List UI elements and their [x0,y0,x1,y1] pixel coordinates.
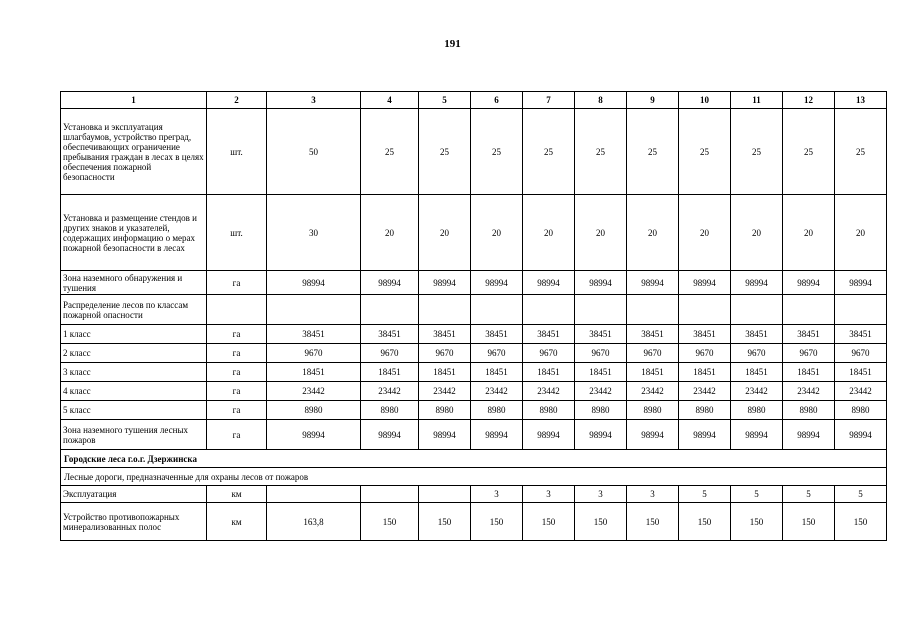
value-cell: 8980 [783,401,835,420]
value-cell [419,486,471,503]
section-heading: Городские леса г.о.г. Дзержинска [61,450,887,468]
table-row [61,271,887,295]
value-cell: 8980 [627,401,679,420]
table-row [61,382,887,401]
value-cell: 98994 [471,420,523,450]
row-label: Установка и эксплуатация шлагбаумов, устройство преград, обеспечивающих ограничение пребывания граждан в лесах в целях обеспечения пожарной безопасности [61,109,207,195]
row-label: 5 класс [61,401,207,420]
value-cell: 98994 [627,420,679,450]
value-cell: 25 [627,109,679,195]
unit-cell: га [207,271,267,295]
column-header: 1 [61,92,207,109]
value-cell: 9670 [731,344,783,363]
value-cell: 20 [471,195,523,271]
column-header: 3 [267,92,361,109]
value-cell: 150 [835,503,887,541]
value-cell: 98994 [419,271,471,295]
column-header: 4 [361,92,419,109]
value-cell: 23442 [835,382,887,401]
value-cell: 38451 [783,325,835,344]
column-header: 8 [575,92,627,109]
value-cell: 5 [679,486,731,503]
unit-cell: га [207,363,267,382]
value-cell: 25 [361,109,419,195]
column-header: 5 [419,92,471,109]
value-cell: 98994 [575,420,627,450]
row-label: Распределение лесов по классам пожарной опасности [61,295,207,325]
table-row [61,325,887,344]
value-cell [783,295,835,325]
value-cell [361,295,419,325]
value-cell: 150 [731,503,783,541]
unit-cell: шт. [207,195,267,271]
value-cell: 18451 [523,363,575,382]
value-cell [267,486,361,503]
column-header: 9 [627,92,679,109]
value-cell: 23442 [783,382,835,401]
column-header: 11 [731,92,783,109]
section-heading-row [61,450,887,468]
value-cell: 23442 [679,382,731,401]
value-cell: 18451 [575,363,627,382]
value-cell [523,295,575,325]
value-cell: 23442 [361,382,419,401]
value-cell: 20 [731,195,783,271]
value-cell [731,295,783,325]
value-cell: 38451 [471,325,523,344]
table-row [61,295,887,325]
value-cell: 38451 [575,325,627,344]
value-cell: 98994 [419,420,471,450]
value-cell: 25 [523,109,575,195]
row-label: 4 класс [61,382,207,401]
value-cell: 150 [419,503,471,541]
value-cell: 20 [679,195,731,271]
table-row [61,363,887,382]
value-cell: 38451 [267,325,361,344]
value-cell [471,295,523,325]
value-cell: 8980 [267,401,361,420]
subsection-label: Лесные дороги, предназначенные для охраны лесов от пожаров [61,468,887,486]
table-row [61,420,887,450]
unit-cell: шт. [207,109,267,195]
value-cell: 98994 [361,420,419,450]
value-cell: 98994 [267,271,361,295]
row-label: Установка и размещение стендов и других знаков и указателей, содержащих информацию о мерах пожарной безопасности в лесах [61,195,207,271]
value-cell [679,295,731,325]
value-cell: 150 [783,503,835,541]
column-header: 7 [523,92,575,109]
value-cell: 9670 [783,344,835,363]
value-cell: 98994 [679,420,731,450]
table-row [61,486,887,503]
value-cell: 98994 [731,271,783,295]
value-cell: 150 [523,503,575,541]
value-cell: 8980 [679,401,731,420]
value-cell: 98994 [471,271,523,295]
value-cell: 38451 [523,325,575,344]
value-cell [419,295,471,325]
value-cell: 98994 [731,420,783,450]
row-label: 2 класс [61,344,207,363]
value-cell: 20 [575,195,627,271]
value-cell: 18451 [679,363,731,382]
unit-cell: км [207,486,267,503]
value-cell: 150 [627,503,679,541]
value-cell: 8980 [575,401,627,420]
row-label: Устройство противопожарных минерализованных полос [61,503,207,541]
value-cell: 9670 [679,344,731,363]
value-cell: 30 [267,195,361,271]
unit-cell: га [207,344,267,363]
value-cell: 38451 [627,325,679,344]
value-cell: 9670 [835,344,887,363]
value-cell: 98994 [783,420,835,450]
value-cell: 5 [731,486,783,503]
value-cell: 150 [471,503,523,541]
value-cell: 98994 [835,271,887,295]
value-cell: 20 [523,195,575,271]
value-cell [835,295,887,325]
value-cell: 23442 [627,382,679,401]
value-cell: 25 [575,109,627,195]
table-row [61,195,887,271]
value-cell: 8980 [835,401,887,420]
subsection-row [61,468,887,486]
value-cell: 25 [679,109,731,195]
column-header: 13 [835,92,887,109]
value-cell: 23442 [471,382,523,401]
value-cell: 9670 [523,344,575,363]
value-cell: 98994 [267,420,361,450]
value-cell: 9670 [267,344,361,363]
value-cell [267,295,361,325]
value-cell: 3 [575,486,627,503]
fire-safety-table [60,91,887,541]
value-cell: 18451 [419,363,471,382]
unit-cell: га [207,401,267,420]
value-cell: 8980 [731,401,783,420]
value-cell: 98994 [783,271,835,295]
value-cell: 20 [361,195,419,271]
column-header: 12 [783,92,835,109]
value-cell: 23442 [523,382,575,401]
value-cell: 38451 [731,325,783,344]
value-cell [361,486,419,503]
row-label: 3 класс [61,363,207,382]
value-cell [627,295,679,325]
value-cell: 9670 [471,344,523,363]
value-cell: 38451 [419,325,471,344]
value-cell: 9670 [419,344,471,363]
value-cell: 23442 [267,382,361,401]
value-cell: 18451 [267,363,361,382]
value-cell: 25 [835,109,887,195]
value-cell: 98994 [523,271,575,295]
value-cell: 98994 [835,420,887,450]
value-cell: 20 [419,195,471,271]
value-cell: 38451 [361,325,419,344]
value-cell: 8980 [523,401,575,420]
table-row [61,401,887,420]
row-label: 1 класс [61,325,207,344]
value-cell: 25 [731,109,783,195]
value-cell: 150 [361,503,419,541]
value-cell: 25 [419,109,471,195]
row-label: Зона наземного тушения лесных пожаров [61,420,207,450]
value-cell: 25 [783,109,835,195]
unit-cell: га [207,420,267,450]
value-cell: 98994 [361,271,419,295]
value-cell: 18451 [627,363,679,382]
value-cell: 9670 [361,344,419,363]
unit-cell: км [207,503,267,541]
unit-cell [207,295,267,325]
value-cell: 38451 [835,325,887,344]
row-label: Эксплуатация [61,486,207,503]
value-cell: 9670 [575,344,627,363]
value-cell: 8980 [419,401,471,420]
table-header-row [61,92,887,109]
value-cell: 163,8 [267,503,361,541]
row-label: Зона наземного обнаружения и тушения [61,271,207,295]
value-cell: 18451 [471,363,523,382]
value-cell: 8980 [361,401,419,420]
page-number: 191 [444,38,461,50]
value-cell: 18451 [783,363,835,382]
value-cell: 25 [471,109,523,195]
value-cell: 3 [523,486,575,503]
value-cell: 20 [783,195,835,271]
column-header: 10 [679,92,731,109]
value-cell: 23442 [575,382,627,401]
value-cell: 23442 [731,382,783,401]
value-cell: 98994 [627,271,679,295]
column-header: 6 [471,92,523,109]
unit-cell: га [207,325,267,344]
value-cell: 20 [835,195,887,271]
value-cell: 150 [575,503,627,541]
value-cell: 150 [679,503,731,541]
value-cell: 3 [627,486,679,503]
value-cell: 18451 [361,363,419,382]
value-cell: 8980 [471,401,523,420]
value-cell [575,295,627,325]
table-row [61,344,887,363]
value-cell: 98994 [575,271,627,295]
value-cell: 98994 [523,420,575,450]
value-cell: 50 [267,109,361,195]
value-cell: 18451 [835,363,887,382]
value-cell: 3 [471,486,523,503]
table-row [61,503,887,541]
value-cell: 20 [627,195,679,271]
value-cell: 18451 [731,363,783,382]
value-cell: 9670 [627,344,679,363]
value-cell: 98994 [679,271,731,295]
unit-cell: га [207,382,267,401]
column-header: 2 [207,92,267,109]
value-cell: 5 [835,486,887,503]
value-cell: 38451 [679,325,731,344]
value-cell: 23442 [419,382,471,401]
value-cell: 5 [783,486,835,503]
table-row [61,109,887,195]
